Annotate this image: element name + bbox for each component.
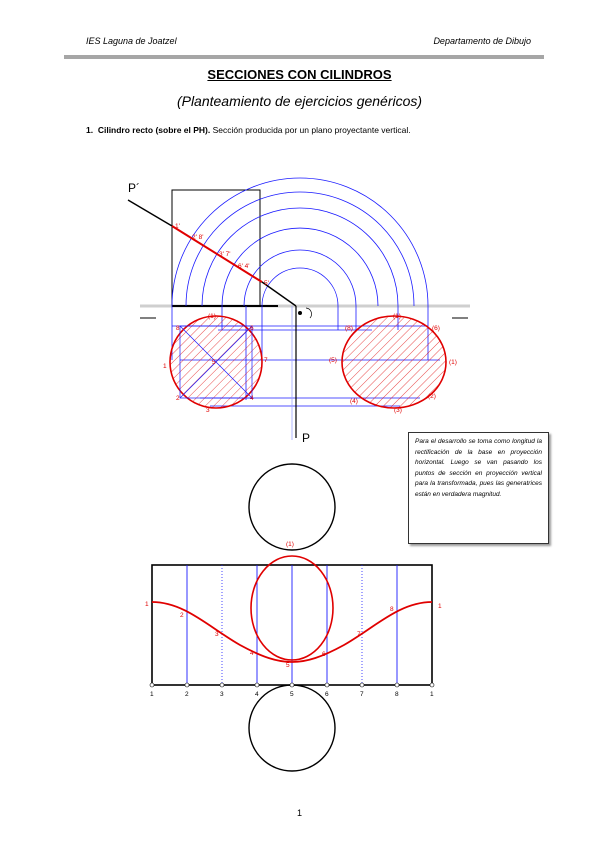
- label-6p4p: 6' 4': [238, 263, 250, 270]
- base-label-4: 4: [255, 691, 259, 698]
- header-department: Departamento de Dibujo: [433, 36, 531, 46]
- exercise-number: 1.: [86, 125, 94, 135]
- plan-label-7: 7: [264, 357, 268, 364]
- ts-label-5: (5): [329, 357, 337, 364]
- header-school: IES Laguna de Joatzel: [86, 36, 177, 46]
- ts-label-2: (2): [428, 393, 436, 400]
- plane-label-bottom: P: [302, 431, 311, 445]
- base-label-8: 8: [395, 691, 399, 698]
- page-subtitle: (Planteamiento de ejercicios genéricos): [176, 93, 423, 109]
- plan-label-5: 5: [212, 359, 216, 366]
- label-2p8p: 2' 8': [192, 234, 204, 241]
- development: [150, 464, 434, 771]
- dev-label-5: 5: [286, 662, 290, 669]
- dev-label-7: 7: [357, 631, 361, 638]
- dev-label-4: 4: [250, 650, 254, 657]
- base-label-2: 2: [185, 691, 189, 698]
- label-5p: 5': [264, 280, 269, 287]
- plan-label-3: 3: [206, 407, 210, 414]
- label-3p7p: 3' 7': [219, 251, 231, 258]
- plan-label-4: 4: [250, 395, 254, 402]
- plan-label-1: 1: [163, 363, 167, 370]
- ts-label-3: (3): [394, 407, 402, 414]
- plan-label-1p: (1): [208, 313, 216, 320]
- base-label-6: 6: [325, 691, 329, 698]
- base-label-7: 7: [360, 691, 364, 698]
- dev-label-6: 6: [322, 651, 326, 658]
- plan-label-6: 6: [250, 325, 254, 332]
- dev-label-1left: 1: [145, 601, 149, 608]
- development-note: Para el desarrollo se toma como longitud la rectificación de la base en proyección horizontal. Luego se van pasando los puntos de sección en proyección vertical para la transformada, pues las generatrices están en verdadera magnitud.: [408, 432, 549, 544]
- plane-label-top: P´: [128, 181, 140, 195]
- page-title: SECCIONES CON CILINDROS: [207, 67, 392, 82]
- base-label-1end: 1: [430, 691, 434, 698]
- plan-label-2: 2: [176, 395, 180, 402]
- exercise-description: Sección producida por un plano proyectante vertical.: [210, 125, 411, 135]
- ts-label-1top: (1): [393, 313, 401, 320]
- base-label-1: 1: [150, 691, 154, 698]
- rotation-arcs: [172, 178, 428, 306]
- plan-circle: [170, 316, 262, 408]
- dev-label-2: 2: [180, 612, 184, 619]
- dev-label-1right: 1: [438, 603, 442, 610]
- ts-label-4: (4): [350, 398, 358, 405]
- ground-line: [140, 306, 470, 318]
- exercise-bold-title: Cilindro recto (sobre el PH).: [97, 125, 211, 135]
- ts-label-8: (8): [345, 325, 353, 332]
- ts-label-1: (1): [449, 359, 457, 366]
- dev-label-1top: (1): [286, 541, 294, 548]
- page-number: 1: [296, 808, 302, 818]
- dev-label-8: 8: [390, 606, 394, 613]
- plan-label-8: 8: [176, 325, 180, 332]
- dev-label-3: 3: [215, 631, 219, 638]
- base-label-3: 3: [220, 691, 224, 698]
- label-1p: 1': [175, 223, 180, 230]
- ts-label-6: (6): [432, 325, 440, 332]
- base-label-5: 5: [290, 691, 294, 698]
